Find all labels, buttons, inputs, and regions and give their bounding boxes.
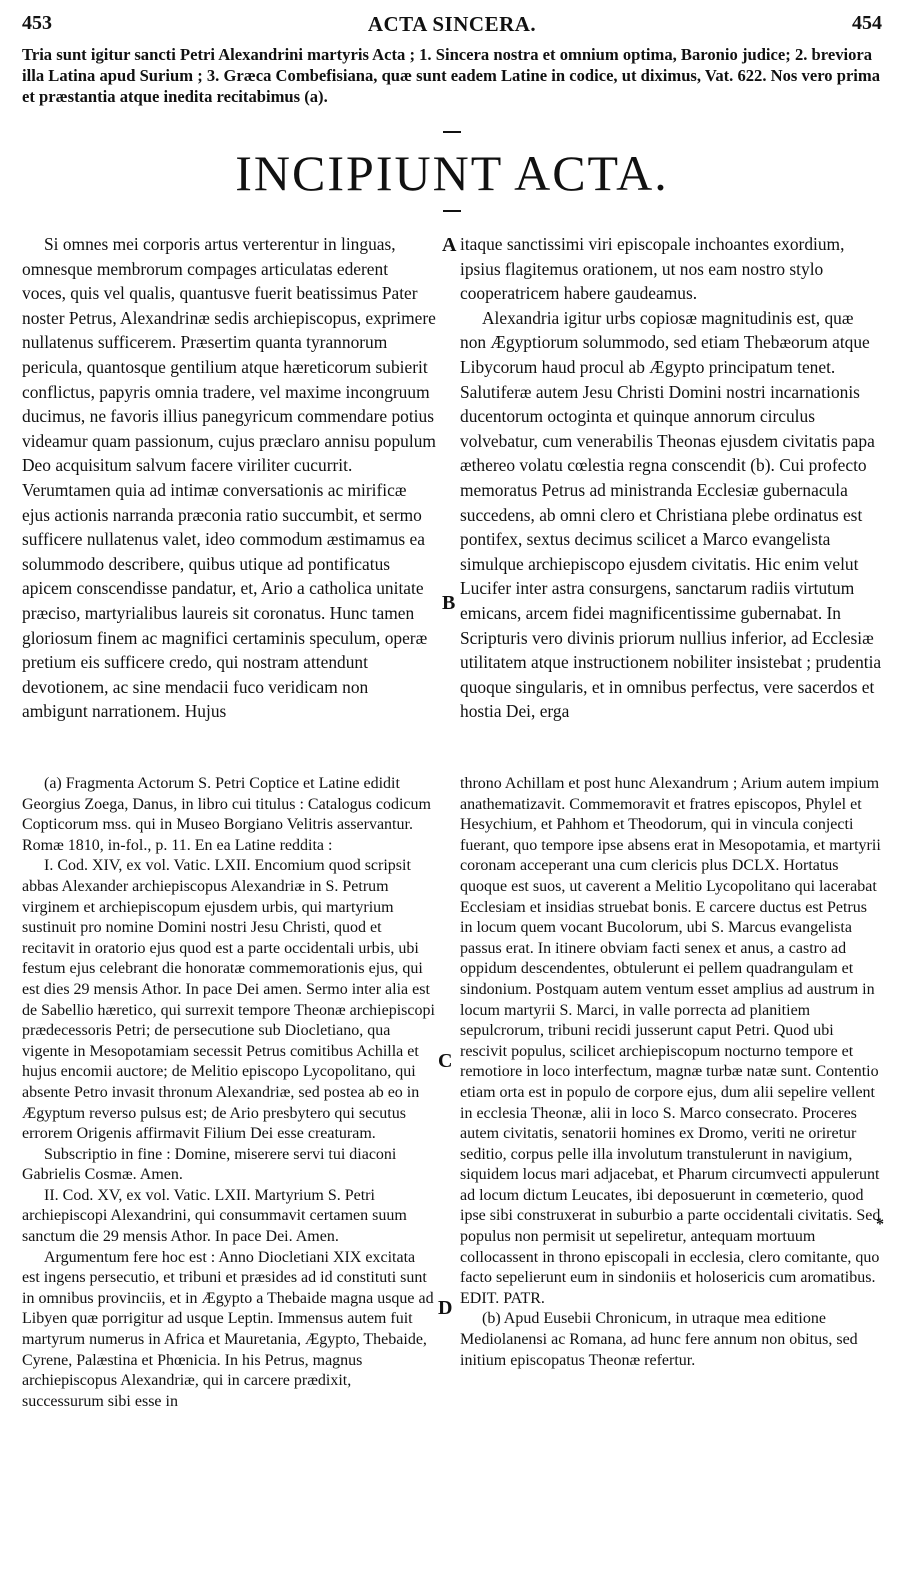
divider-bottom (443, 210, 461, 212)
section-title: INCIPIUNT ACTA. (235, 145, 669, 201)
footnote-left-column (22, 774, 436, 1412)
margin-letter-b: B (442, 592, 456, 614)
margin-asterisk: * (876, 1216, 884, 1233)
footnote-paragraph: (a) Fragmenta Actorum S. Petri Coptice et Latine edidit Georgius Zoega, Danus, in libro cui titulus : Catalogus codicum Copticorum mss. qui in Museo Borgiano Velitris asservantur. Romæ 1810, in-fol., p. 11. En ea Latine reddita : (22, 775, 431, 854)
footnote-paragraph: throno Achillam et post hunc Alexandrum ; Arium autem impium anathematizavit. Commemoravit et fratres episcopos, Phylel et Hesychium, et Pahhom et Theodorum, qui in vincula conjecti fuerant, quo tempore ipse absens erat in Mesopotamia, et martyrii coronam acceperant una cum clericis plus DCLX. Hortatus quoque est suos, ut caverent a Melitio Lycopolitano qui lacerabat Ecclesiam et insidias struebat bonis. E carcere ductus est Petrus in locum quem vocant Bucolorum, ubi S. Marcus evangelista passus erat. In itinere obviam facti senex et anus, a castro ad oppidum descendentes, obtulerunt ei pellem quadrangulam et sindonium. Postquam autem ventum esset amplius ad austrum in locum martyrii S. Marci, in valle porrecta ad planitiem sepulcrorum, tribuni recidi jusserunt caput Petri. Quod ubi rescivit populus, scilicet archiepiscopum nocturno tempore et remotiore in loco interfectum, magnæ turbæ natæ sunt. Contentio etiam orta est in populo de corpore ejus, dum alii sepelire vellent in ecclesia Theonæ, alii in loco S. Marco consecrato. Proceres autem civitatis, senatorii homines ex Dromo, veriti ne oriretur seditio, corpus pelle illa involutum transtulerunt in navigium, siquidem locus mari adjacebat, et Pharum circumvecti appulerunt ad locum dictum Leucates, ibi deposuerunt in cœmeterio, quod ipse sibi construxerat in suburbio a parte occidentali civitatis. Sed populus non permisit ut sepeliretur, antequam mortuum collocassent in throno episcopali in ecclesia, clero comitante, quo facto sepelierunt eum in sindoniis et holosericis cum aromatibus. EDIT. PATR. (460, 775, 881, 1307)
margin-letter-a: A (442, 234, 457, 256)
footnote-paragraph: Subscriptio in fine : Domine, miserere servi tui diaconi Gabrielis Cosmæ. Amen. (22, 1145, 397, 1184)
intro-paragraph: Tria sunt igitur sancti Petri Alexandrini martyris Acta ; 1. Sincera nostra et omnium optima, Baronio judice; 2. breviora illa Latina apud Surium ; 3. Græca Combefisiana, quæ sunt eadem Latine in codice, ut diximus, Vat. 622. Nos vero prima et præstantia atque inedita recitabimus (a). (22, 45, 881, 106)
margin-letter-d: D (438, 1297, 453, 1319)
divider-top (443, 131, 461, 133)
page-number-left: 453 (22, 12, 52, 34)
running-header: ACTA SINCERA. (367, 12, 537, 36)
main-paragraph: Si omnes mei corporis artus verterentur in linguas, omnesque membrorum compages articulatas ederent voces, quis vel qualis, quantusve fuerit beatissimus Pater noster Petrus, Alexandrinæ sedis archiepiscopus, exprimere nullatenus sufficerem. Præsertim quanta tyrannorum pericula, quantosque gentilium atque hæreticorum subierit conflictus, papyris omnia tradere, vel maxime incongruum ducimus, ne favoris illius panegyricum commendare potius videamur quam passionum, cujus præclaro annisu populum Deo acquisitum salvum facere viriliter cucurrit. Verumtamen quia ad intimæ conversationis ac mirificæ ejus actionis narranda præconia ratio succumbit, et sermo sufficere nullatenus valet, ideo commodum æstimamus ea solummodo describere, quibus utique ad pontificatus apicem conscendisse pandatur, et, Ario a catholica unitate præciso, martyrialibus laureis sit coronatus. Hunc tamen gloriosum finem ac magnifici certaminis speculum, operæ pretium eis sufficere credo, qui nostram attendunt devotionem, ac sine mendacii fuco veridicam non ambigunt narrationem. Hujus (22, 234, 436, 722)
main-text-right-column (460, 232, 882, 724)
main-paragraph: itaque sanctissimi viri episcopale inchoantes exordium, ipsius flagitemus orationem, ut nos eam nostro stylo cooperatricem habere gaudeamus. (460, 234, 845, 304)
page-number-right: 454 (852, 12, 882, 34)
footnote-paragraph: Argumentum fere hoc est : Anno Diocletiani XIX excitata est ingens persecutio, et tribuni et præsides ad id constituti sunt in omnibus provinciis, et in Ægypto a Thebaide magna usque ad Libyen quæ porrigitur ad usque Leptin. Immensus autem fuit martyrum numerus in Africa et Mauretania, Ægypto, Thebaide, Cyrene, Palæstina et Phœnicia. In his Petrus, magnus archiepiscopus Alexandriæ, qui in carcere prædixit, successurum sibi esse in (22, 1248, 434, 1410)
footnote-paragraph: II. Cod. XV, ex vol. Vatic. LXII. Martyrium S. Petri archiepiscopi Alexandrini, qui consummavit certamen suum sanctum die 29 mensis Athor. In pace Dei. Amen. (22, 1186, 407, 1246)
margin-letter-c: C (438, 1050, 453, 1072)
main-text-left-column (22, 232, 436, 724)
footnote-paragraph: I. Cod. XIV, ex vol. Vatic. LXII. Encomium quod scripsit abbas Alexander archiepiscopus Alexandriæ in S. Petrum virginem et archiepiscopum ejusdem urbis, qui martyrium sustinuit pro nomine Domini nostri Jesu Christi, quod et recitavit in oratorio ejus quod est a parte occidentali urbis, ubi festum ejus celebrant die honoratæ commemorationis ejus, qui est dies 29 mensis Athor. In pace Dei amen. Sermo inter alia est de Sabellio hæretico, qui surrexit tempore Theonæ archiepiscopi prædecessoris Petri; de persecutione sub Diocletiano, qua vigente in Mesopotamiam secessit Petrus comitibus Achilla et hujus encomii auctore; de Melitio episcopo Lycopolitano, qui absente Petro invasit thronum Alexandriæ, sed postea ab eo in Ægyptum reverso pulsus est; de Ario presbytero qui secutus errorem Origenis affirmavit Filium Dei esse creaturam. (22, 857, 435, 1143)
footnote-right-column (460, 774, 882, 1371)
footnote-paragraph: (b) Apud Eusebii Chronicum, in utraque mea editione Mediolanensi ac Romana, ad hunc fere annum non obitus, sed initium episcopatus Theonæ refertur. (460, 1310, 858, 1369)
main-paragraph: Alexandria igitur urbs copiosæ magnitudinis est, quæ non Ægyptiorum solummodo, sed etiam Thebæorum atque Libycorum haud procul ab Ægypto principatum tenet. Salutiferæ autem Jesu Christi Domini nostri incarnationis ducentorum octoginta et quinque annorum circulus volvebatur, cum venerabilis Theonas ejusdem civitatis papa æthereo volatu cœlestia regna conscendit (b). Cui profecto memoratus Petrus ad ministranda Ecclesiæ gubernacula succedens, ab omni clero et Christiana plebe ordinatus est pontifex, sextus decimus scilicet a Marco evangelista simulque archiepiscopo ejusdem civitatis. Hic enim velut Lucifer inter astra consurgens, sanctarum radiis virtutum emicans, arcem fidei magnificentissime gubernabat. In Scripturis vero divinis priorum nullius inferior, ad Ecclesiæ utilitatem atque instructionem nobiliter insistebat ; prudentia quoque singularis, et in omnibus perfectus, vere sacerdos et hostia Dei, erga (460, 307, 882, 722)
